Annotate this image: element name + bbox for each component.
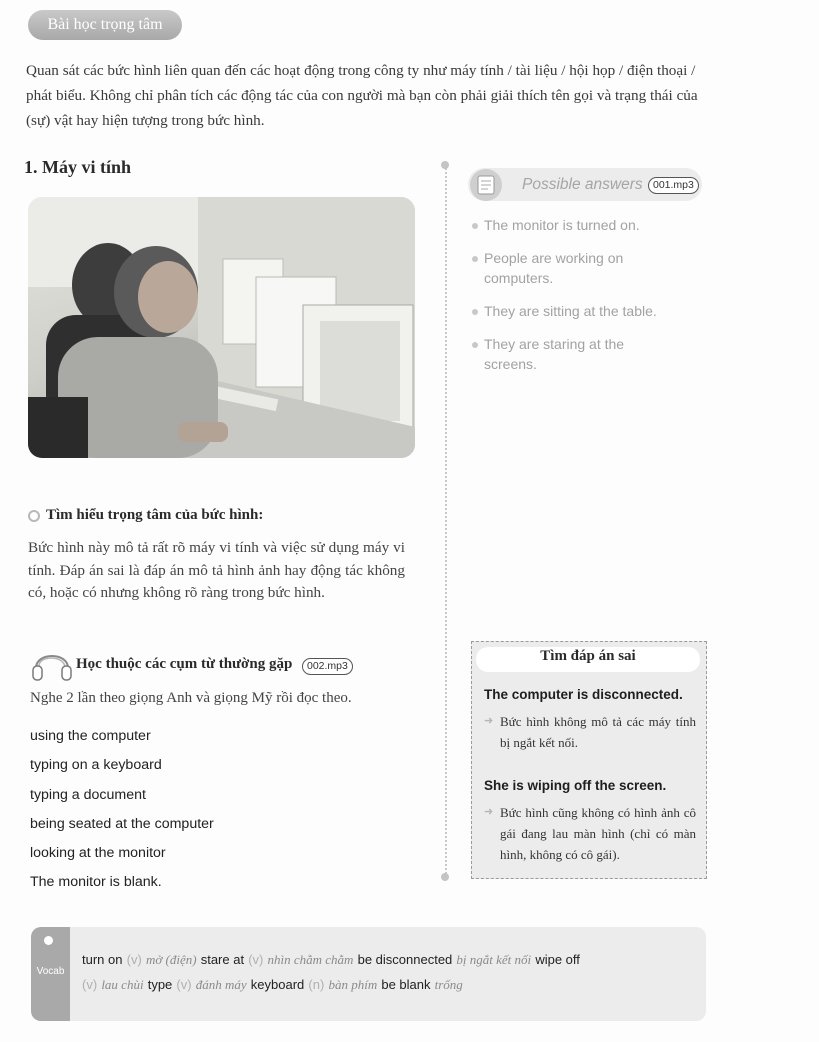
computer-lab-photo [28,197,415,458]
phrase-item: The monitor is blank. [30,874,162,890]
vocab-meaning: bàn phím [328,977,378,992]
vocab-meaning: mở (điện) [145,952,197,967]
divider-top-dot [441,161,449,169]
possible-answer: The monitor is turned on. [484,217,640,233]
answer-bullet [472,342,478,348]
possible-answers-title: Possible answers [522,176,643,193]
phrases-heading: Học thuộc các cụm từ thường gặp [76,656,293,672]
vocab-label: Vocab [36,966,65,977]
vocab-box [31,927,706,1021]
divider-bottom-dot [441,873,449,881]
vocab-dot [44,936,53,945]
focus-bullet-icon [28,510,40,522]
arrow-icon: ➜ [484,805,494,818]
answer-bullet [472,256,478,262]
column-divider [445,165,447,877]
answer-bullet [472,309,478,315]
phrases-instruction: Nghe 2 lần theo giọng Anh và giọng Mỹ rồi đọc theo. [30,690,352,706]
vocab-term: be blank [381,977,431,992]
vocab-pos: (v) [82,977,98,992]
wrong-statement: She is wiping off the screen. [484,778,667,793]
intro-paragraph: Quan sát các bức hình liên quan đến các hoạt động trong công ty như máy tính / tài liệu / hội họp / điện thoại / phát biểu. Không chỉ phân tích các động tác của con người mà bạn còn phải giải thích tên gọi và trạng thái của (sự) vật hay hiện tượng trong bức hình. [26,62,698,129]
vocab-term: be disconnected [357,952,453,967]
vocab-term: turn on [82,952,123,967]
wrong-explanation: Bức hình cũng không có hình ảnh cô gái đang lau màn hình (chỉ có màn hình, không có cô gái). [500,805,696,862]
vocab-term: wipe off [535,952,580,967]
arrow-icon: ➜ [484,714,494,727]
notepad-icon [470,167,506,207]
vocab-meaning: bị ngắt kết nối [456,952,532,967]
vocab-pos: (v) [126,952,142,967]
wrong-statement: The computer is disconnected. [484,687,683,702]
vocab-term: type [147,977,173,992]
vocab-line-2 [82,977,463,993]
possible-answer: People are working on computers. [484,250,624,286]
vocab-meaning: nhìn chằm chằm [267,952,354,967]
audio-badge-002[interactable]: 002.mp3 [302,658,353,675]
vocab-pos: (v) [248,952,264,967]
vocab-pos: (v) [176,977,192,992]
phrase-item: being seated at the computer [30,816,214,832]
phrase-item: using the computer [30,728,151,744]
possible-answer: They are sitting at the table. [484,303,657,319]
vocab-meaning: lau chùi [101,977,144,992]
vocab-line-1 [82,952,580,968]
section-title: 1. Máy vi tính [24,157,132,177]
vocab-meaning: đánh máy [195,977,247,992]
topic-pill: Bài học trọng tâm [28,10,182,40]
headphones-icon [30,642,74,688]
wrong-explanation: Bức hình không mô tả các máy tính bị ngắt kết nối. [500,714,696,750]
phrase-item: typing on a keyboard [30,757,162,773]
vocab-pos: (n) [308,977,325,992]
vocab-term: keyboard [250,977,305,992]
vocab-term: stare at [200,952,245,967]
possible-answer: They are staring at the screens. [484,336,625,372]
phrase-item: typing a document [30,787,146,803]
wrong-answers-title: Tìm đáp án sai [540,648,636,664]
focus-body: Bức hình này mô tả rất rõ máy vi tính và việc sử dụng máy vi tính. Đáp án sai là đáp án mô tả hình ảnh hay động tác không có, hoặc có nhưng không rõ ràng trong bức hình. [28,539,405,601]
phrase-item: looking at the monitor [30,845,166,861]
photo-illustration [28,197,415,458]
focus-heading: Tìm hiểu trọng tâm của bức hình: [46,507,264,523]
answer-bullet [472,223,478,229]
vocab-meaning: trống [434,977,463,992]
audio-badge-001[interactable]: 001.mp3 [648,177,699,194]
